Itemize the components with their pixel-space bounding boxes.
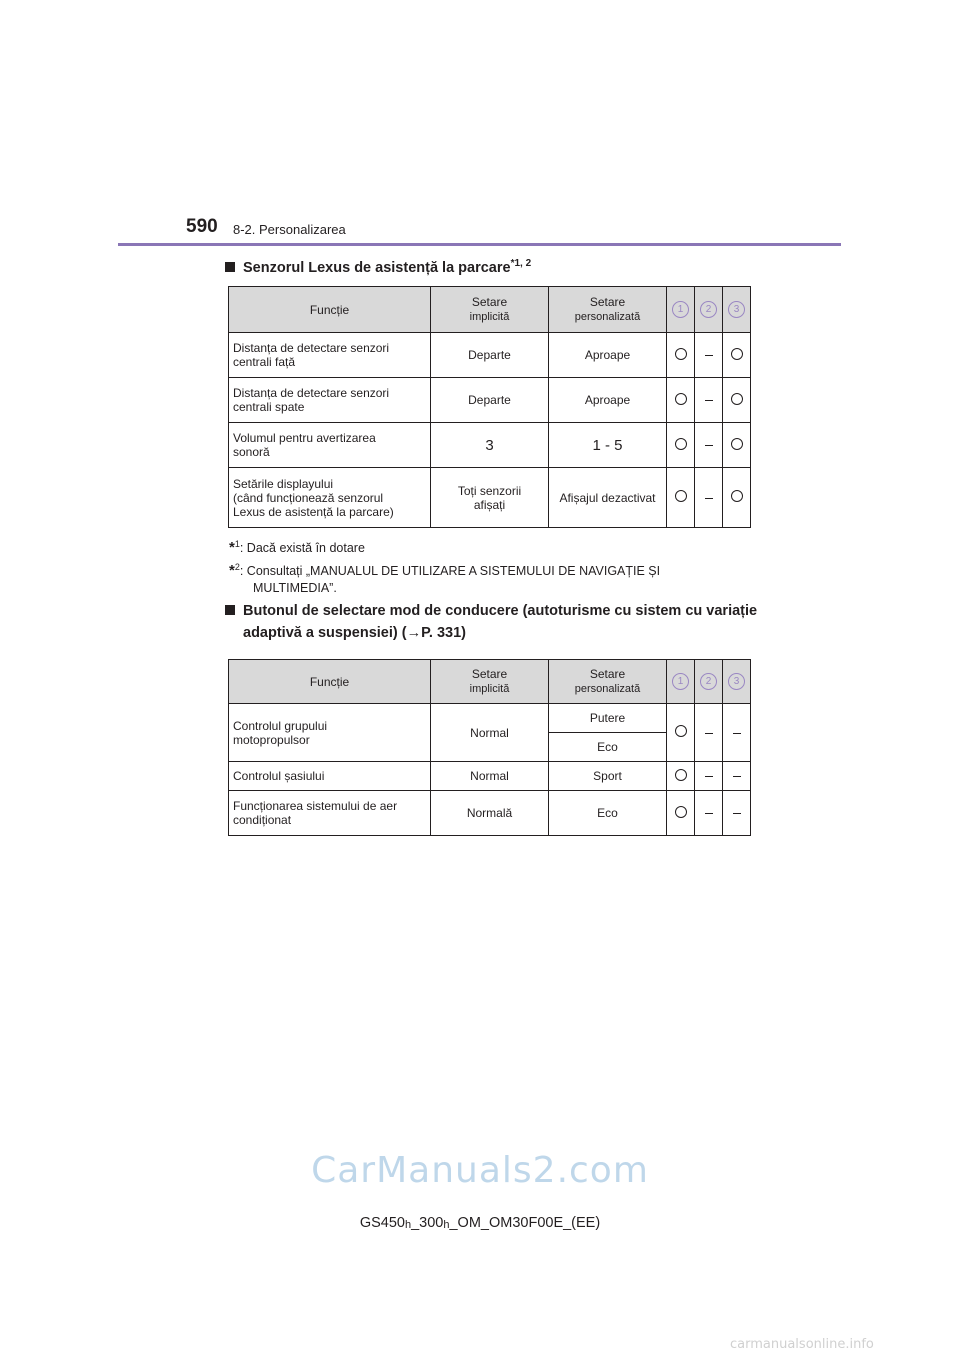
circled-3-icon: 3: [728, 301, 745, 318]
footnote-1: *$^1$: Dacă există în dotare: [229, 539, 365, 557]
dash-mark-icon: [705, 400, 713, 401]
heading-text: Senzorul Lexus de asistență la parcare: [243, 259, 511, 276]
square-bullet-icon: [225, 262, 235, 272]
row-default: Toți senzorii afișați: [431, 468, 549, 528]
circle-mark-icon: [675, 393, 687, 405]
circle-mark-icon: [731, 490, 743, 502]
header-custom: Setare personalizată: [549, 287, 667, 333]
header-col2: [695, 287, 723, 333]
row-function: Distanța de detectare senzori centrali spate: [229, 378, 431, 423]
dash-mark-icon: [705, 498, 713, 499]
dash-mark-icon: [733, 813, 741, 814]
table-row: [229, 704, 751, 733]
watermark-corner: carmanualsonline.info: [730, 1337, 874, 1352]
header-col1: [667, 287, 695, 333]
row-custom: Sport: [549, 762, 667, 791]
table-row: [229, 762, 751, 791]
dash-mark-icon: [733, 733, 741, 734]
header-rule: [118, 243, 841, 246]
circle-mark-icon: [731, 393, 743, 405]
dash-mark-icon: [733, 776, 741, 777]
circle-mark-icon: [675, 806, 687, 818]
table-header-row: [229, 660, 751, 704]
heading-footnote-marker: *1, 2: [510, 258, 532, 269]
row-function: Volumul pentru avertizarea sonoră: [229, 423, 431, 468]
row-custom-b: Eco: [549, 733, 667, 762]
table-header-row: [229, 287, 751, 333]
heading-parking-assist: [225, 253, 531, 279]
circle-mark-icon: [675, 725, 687, 737]
row-default: Normal: [431, 704, 549, 762]
circle-mark-icon: [675, 769, 687, 781]
dash-mark-icon: [705, 355, 713, 356]
drive-mode-table: [228, 659, 751, 836]
header-function: Funcție: [229, 287, 431, 333]
dash-mark-icon: [705, 733, 713, 734]
row-function: Funcționarea sistemului de aer condiționat: [229, 791, 431, 836]
table-row: [229, 423, 751, 468]
circle-mark-icon: [675, 490, 687, 502]
dash-mark-icon: [705, 813, 713, 814]
table-row: [229, 378, 751, 423]
circled-2-icon: 2: [700, 301, 717, 318]
header-default: Setare implicită: [431, 287, 549, 333]
header-default: Setare implicită: [431, 660, 549, 704]
circled-1-icon: 1: [672, 673, 689, 690]
header-custom: Setare personalizată: [549, 660, 667, 704]
square-bullet-icon: [225, 605, 235, 615]
document-code: $GS450_h\_300_h\_OM\_OM30F00E\_(EE)$: [359, 1215, 601, 1231]
heading-drive-mode: Butonul de selectare mod de conducere (autoturisme cu sistem cu variație adaptivă a suspensiei) (→P. 331): [225, 600, 765, 644]
row-function: Controlul grupului motopropulsor: [229, 704, 431, 762]
table-row: [229, 791, 751, 836]
watermark-logo: CarManuals2.com: [311, 1150, 649, 1191]
table-row: [229, 468, 751, 528]
parking-assist-table: [228, 286, 751, 528]
circle-mark-icon: [731, 348, 743, 360]
header-function: Funcție: [229, 660, 431, 704]
row-default: Departe: [431, 333, 549, 378]
circle-mark-icon: [675, 438, 687, 450]
table-row: [229, 333, 751, 378]
footnote-2: *$^2$: Consultați „MANUALUL DE UTILIZARE A SISTEMULUI DE NAVIGAȚIE ȘI MULTIMEDIA”.: [229, 562, 661, 596]
circled-2-icon: 2: [700, 673, 717, 690]
row-custom: Afișajul dezactivat: [549, 468, 667, 528]
row-function: Controlul șasiului: [229, 762, 431, 791]
header-col2: [695, 660, 723, 704]
row-custom: 1 - 5: [549, 423, 667, 468]
circled-3-icon: 3: [728, 673, 745, 690]
section-title: 8-2. Personalizarea: [233, 222, 346, 237]
row-default: Normală: [431, 791, 549, 836]
row-custom-a: Putere: [549, 704, 667, 733]
dash-mark-icon: [705, 445, 713, 446]
row-function: Distanța de detectare senzori centrali față: [229, 333, 431, 378]
header-col3: [723, 287, 751, 333]
circled-1-icon: 1: [672, 301, 689, 318]
row-default: Normal: [431, 762, 549, 791]
row-function: Setările displayului (când funcționează senzorul Lexus de asistență la parcare): [229, 468, 431, 528]
row-custom: Aproape: [549, 378, 667, 423]
row-custom: Aproape: [549, 333, 667, 378]
dash-mark-icon: [705, 776, 713, 777]
header-col1: [667, 660, 695, 704]
header-col3: [723, 660, 751, 704]
row-custom: Eco: [549, 791, 667, 836]
circle-mark-icon: [731, 438, 743, 450]
row-default: Departe: [431, 378, 549, 423]
circle-mark-icon: [675, 348, 687, 360]
page-number: 590: [186, 216, 218, 237]
row-default: 3: [431, 423, 549, 468]
